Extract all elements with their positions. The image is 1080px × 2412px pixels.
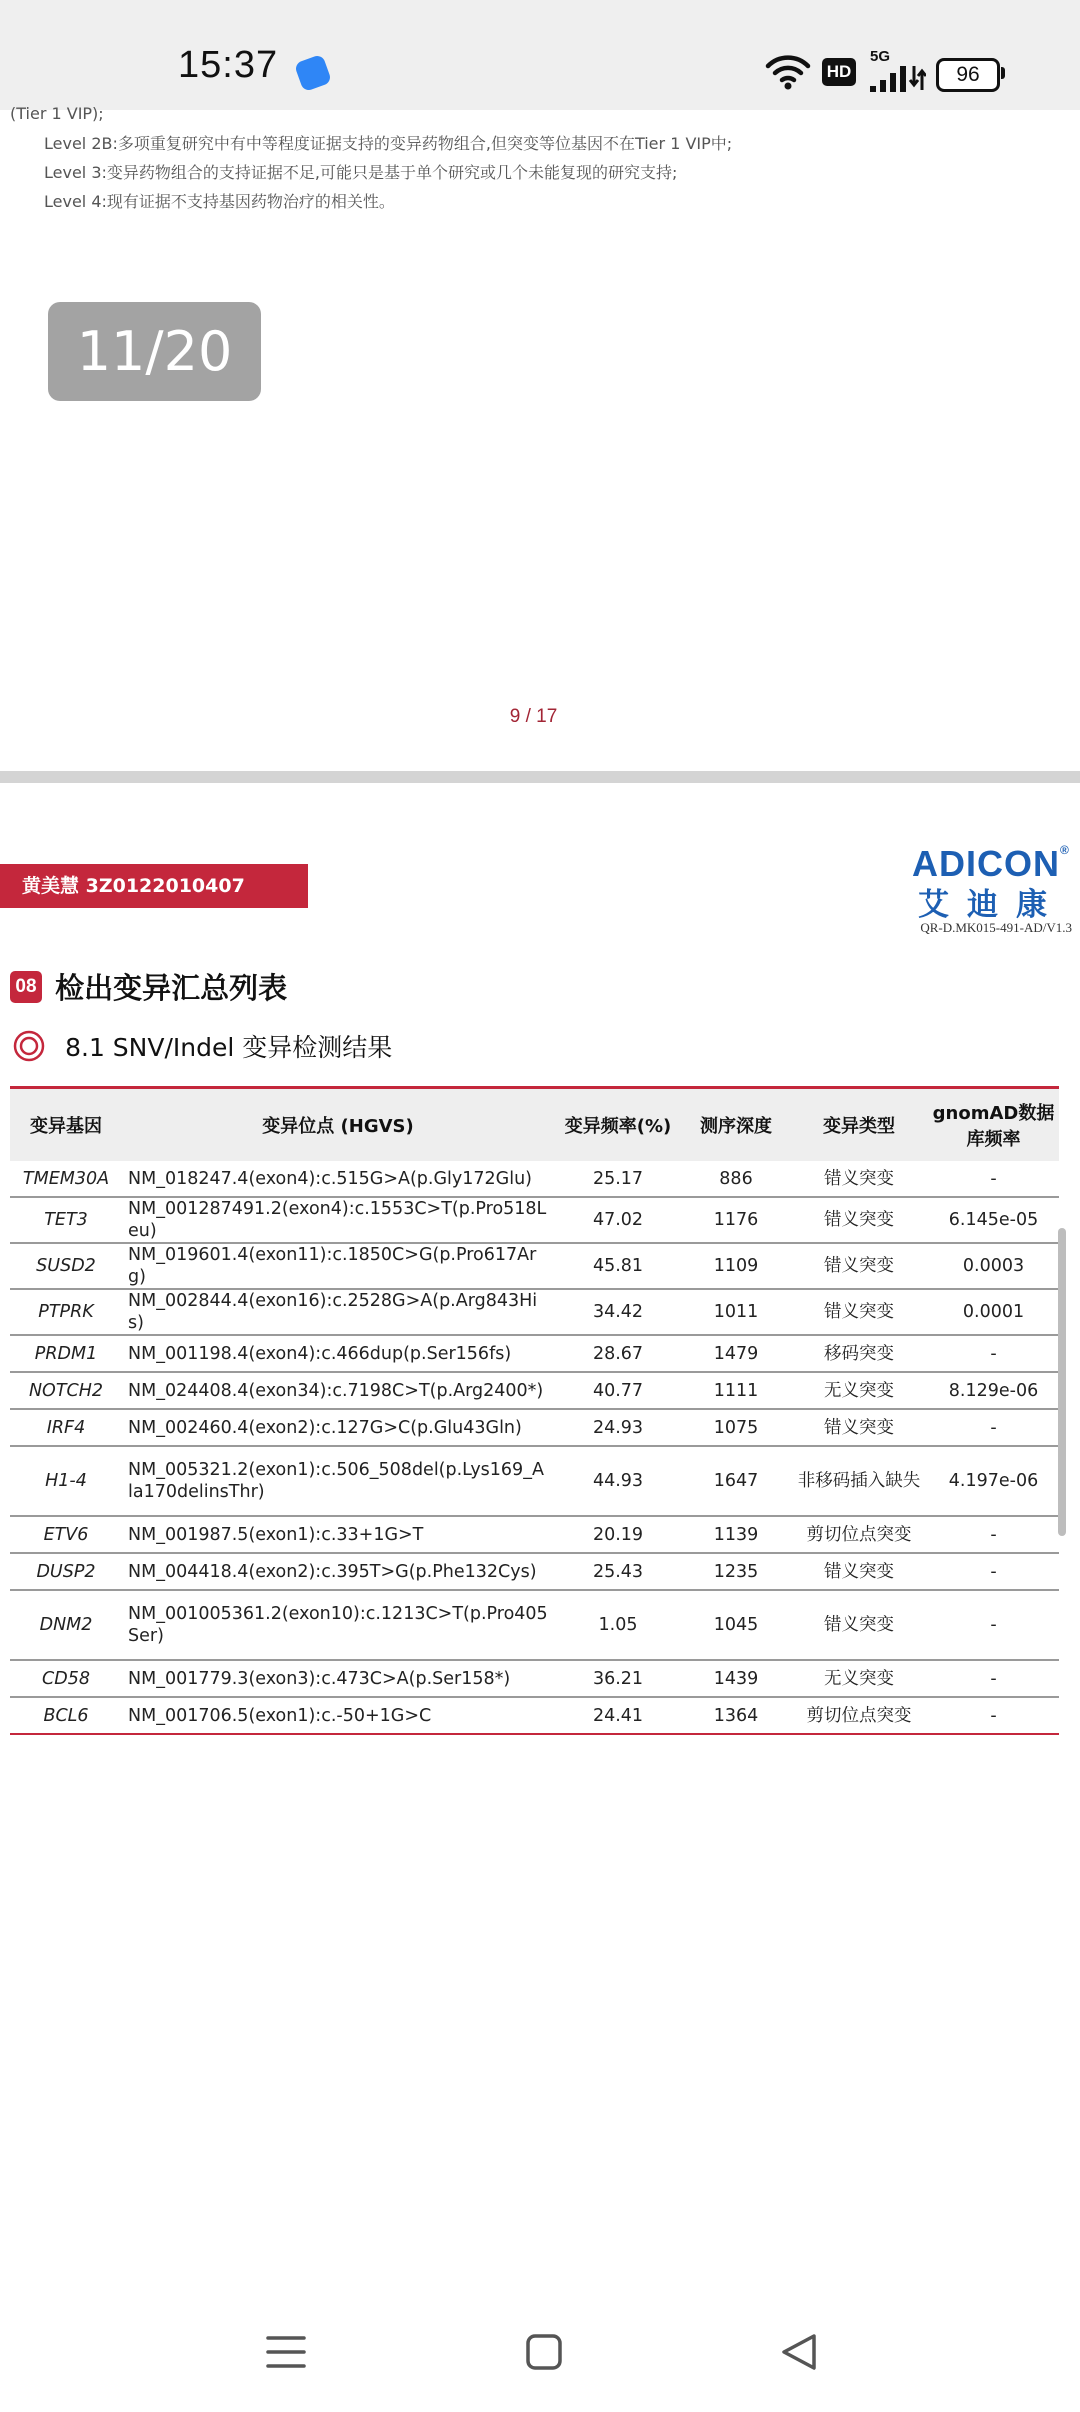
gnomad-cell: 0.0003 bbox=[928, 1243, 1059, 1289]
column-header: 变异类型 bbox=[790, 1088, 928, 1162]
gene-cell: TET3 bbox=[10, 1197, 122, 1243]
gene-cell: DNM2 bbox=[10, 1590, 122, 1660]
legend-line: (Tier 1 VIP); bbox=[10, 104, 104, 123]
depth-cell: 1111 bbox=[682, 1372, 790, 1409]
variant-type-cell: 错义突变 bbox=[790, 1197, 928, 1243]
gene-cell: SUSD2 bbox=[10, 1243, 122, 1289]
logo-text-en: ADICON® bbox=[912, 843, 1070, 884]
gnomad-cell: - bbox=[928, 1660, 1059, 1697]
hgvs-cell: NM_001287491.2(exon4):c.1553C>T(p.Pro518Leu) bbox=[122, 1197, 554, 1243]
column-header: 变异位点 (HGVS) bbox=[122, 1088, 554, 1162]
variant-type-cell: 无义突变 bbox=[790, 1372, 928, 1409]
document-code: QR-D.MK015-491-AD/V1.3 bbox=[920, 920, 1072, 935]
hgvs-cell: NM_001987.5(exon1):c.33+1G>T bbox=[122, 1516, 554, 1553]
depth-cell: 1139 bbox=[682, 1516, 790, 1553]
column-header: gnomAD数据库频率 bbox=[928, 1088, 1059, 1162]
gnomad-cell: 0.0001 bbox=[928, 1289, 1059, 1335]
gnomad-cell: 6.145e-05 bbox=[928, 1197, 1059, 1243]
subsection-title bbox=[12, 1028, 392, 1068]
table-row bbox=[10, 1161, 1059, 1197]
table-row bbox=[10, 1697, 1059, 1734]
hgvs-cell: NM_019601.4(exon11):c.1850C>G(p.Pro617Arg) bbox=[122, 1243, 554, 1289]
gnomad-cell: - bbox=[928, 1516, 1059, 1553]
frequency-cell: 36.21 bbox=[554, 1660, 682, 1697]
target-circle-icon bbox=[12, 1029, 46, 1063]
depth-cell: 1109 bbox=[682, 1243, 790, 1289]
hgvs-cell: NM_002844.4(exon16):c.2528G>A(p.Arg843His) bbox=[122, 1289, 554, 1335]
variant-type-cell: 无义突变 bbox=[790, 1660, 928, 1697]
frequency-cell: 34.42 bbox=[554, 1289, 682, 1335]
hgvs-cell: NM_001779.3(exon3):c.473C>A(p.Ser158*) bbox=[122, 1660, 554, 1697]
frequency-cell: 1.05 bbox=[554, 1590, 682, 1660]
frequency-cell: 25.17 bbox=[554, 1161, 682, 1197]
network-type-label: 5G bbox=[870, 48, 891, 65]
battery-icon: 96 bbox=[936, 58, 1000, 92]
gnomad-cell: - bbox=[990, 1705, 997, 1726]
table-header-row bbox=[10, 1088, 1059, 1162]
depth-cell: 1439 bbox=[682, 1660, 790, 1697]
variant-type-cell: 移码突变 bbox=[790, 1335, 928, 1372]
table-row bbox=[10, 1243, 1059, 1289]
gene-cell: PRDM1 bbox=[10, 1335, 122, 1372]
section-title-text: 检出变异汇总列表 bbox=[55, 971, 288, 1005]
variant-type-cell: 错义突变 bbox=[790, 1243, 928, 1289]
depth-cell: 1011 bbox=[682, 1289, 790, 1335]
variant-type-cell: 错义突变 bbox=[790, 1553, 928, 1590]
legend-line: Level 2B:多项重复研究中有中等程度证据支持的变异药物组合,但突变等位基因不在Tier 1 VIP中; bbox=[44, 134, 733, 153]
gnomad-cell: - bbox=[928, 1590, 1059, 1660]
signal-icon bbox=[870, 64, 926, 92]
depth-cell: 1075 bbox=[682, 1409, 790, 1446]
gene-cell: IRF4 bbox=[10, 1409, 122, 1446]
hgvs-cell: NM_004418.4(exon2):c.395T>G(p.Phe132Cys) bbox=[122, 1553, 554, 1590]
table-row bbox=[10, 1335, 1059, 1372]
logo-text-cn: 艾迪康 bbox=[918, 887, 1065, 923]
legend-line: Level 4:现有证据不支持基因药物治疗的相关性。 bbox=[44, 192, 395, 211]
variant-type-cell: 错义突变 bbox=[790, 1590, 928, 1660]
patient-banner: 黄美慧 3Z0122010407 bbox=[0, 864, 308, 908]
back-icon[interactable] bbox=[776, 2328, 824, 2376]
gene-cell: NOTCH2 bbox=[10, 1372, 122, 1409]
variant-type-cell: 错义突变 bbox=[790, 1161, 928, 1197]
depth-cell: 886 bbox=[682, 1161, 790, 1197]
hgvs-cell: NM_001706.5(exon1):c.-50+1G>C bbox=[128, 1705, 432, 1726]
status-time: 15:37 bbox=[178, 44, 279, 86]
gene-cell: ETV6 bbox=[10, 1516, 122, 1553]
gene-cell: TMEM30A bbox=[10, 1161, 122, 1197]
hgvs-cell: NM_002460.4(exon2):c.127G>C(p.Glu43Gln) bbox=[122, 1409, 554, 1446]
depth-cell: 1364 bbox=[713, 1705, 759, 1726]
frequency-cell: 40.77 bbox=[554, 1372, 682, 1409]
table-row bbox=[10, 1197, 1059, 1243]
frequency-cell: 24.93 bbox=[554, 1409, 682, 1446]
subsection-title-text: 8.1 SNV/Indel 变异检测结果 bbox=[65, 1033, 393, 1062]
table-row bbox=[10, 1446, 1059, 1516]
column-header: 变异频率(%) bbox=[554, 1088, 682, 1162]
section-number-badge: 08 bbox=[10, 971, 42, 1003]
variant-table bbox=[10, 1086, 1059, 1735]
table-row bbox=[10, 1590, 1059, 1660]
variant-type-cell: 错义突变 bbox=[790, 1409, 928, 1446]
menu-icon[interactable] bbox=[262, 2328, 310, 2376]
frequency-cell: 20.19 bbox=[554, 1516, 682, 1553]
hd-icon: HD bbox=[822, 58, 856, 86]
variant-type-cell: 剪切位点突变 bbox=[806, 1705, 912, 1726]
hgvs-cell: NM_005321.2(exon1):c.506_508del(p.Lys169_Ala170delinsThr) bbox=[122, 1446, 554, 1516]
frequency-cell: 24.41 bbox=[592, 1705, 644, 1726]
column-header: 变异基因 bbox=[10, 1088, 122, 1162]
hgvs-cell: NM_001005361.2(exon10):c.1213C>T(p.Pro405Ser) bbox=[122, 1590, 554, 1660]
frequency-cell: 44.93 bbox=[554, 1446, 682, 1516]
hgvs-cell: NM_018247.4(exon4):c.515G>A(p.Gly172Glu) bbox=[122, 1161, 554, 1197]
variant-type-cell: 错义突变 bbox=[790, 1289, 928, 1335]
table-row bbox=[10, 1660, 1059, 1697]
hgvs-cell: NM_024408.4(exon34):c.7198C>T(p.Arg2400*) bbox=[122, 1372, 554, 1409]
frequency-cell: 25.43 bbox=[554, 1553, 682, 1590]
depth-cell: 1235 bbox=[682, 1553, 790, 1590]
depth-cell: 1479 bbox=[682, 1335, 790, 1372]
section-title bbox=[10, 966, 287, 1006]
gnomad-cell: - bbox=[928, 1161, 1059, 1197]
legend-line: Level 3:变异药物组合的支持证据不足,可能只是基于单个研究或几个未能复现的研究支持; bbox=[44, 163, 678, 182]
company-logo bbox=[912, 843, 1072, 924]
app-icon bbox=[294, 54, 332, 92]
gene-cell: DUSP2 bbox=[10, 1553, 122, 1590]
scrollbar[interactable] bbox=[1058, 1228, 1066, 1536]
gnomad-cell: - bbox=[928, 1553, 1059, 1590]
gnomad-cell: - bbox=[928, 1335, 1059, 1372]
gene-cell: BCL6 bbox=[43, 1705, 89, 1726]
page-divider bbox=[0, 771, 1080, 783]
column-header: 测序深度 bbox=[682, 1088, 790, 1162]
home-icon[interactable] bbox=[520, 2328, 568, 2376]
wifi-icon bbox=[764, 52, 812, 90]
frequency-cell: 47.02 bbox=[554, 1197, 682, 1243]
depth-cell: 1045 bbox=[682, 1590, 790, 1660]
navigation-bar bbox=[0, 2300, 1080, 2412]
battery-tip bbox=[1001, 67, 1005, 79]
depth-cell: 1647 bbox=[682, 1446, 790, 1516]
gnomad-cell: 4.197e-06 bbox=[928, 1446, 1059, 1516]
table-row bbox=[10, 1409, 1059, 1446]
table-row bbox=[10, 1553, 1059, 1590]
page-number: 9 / 17 bbox=[509, 706, 558, 727]
gnomad-cell: 8.129e-06 bbox=[928, 1372, 1059, 1409]
hgvs-cell: NM_001198.4(exon4):c.466dup(p.Ser156fs) bbox=[122, 1335, 554, 1372]
gene-cell: H1-4 bbox=[10, 1446, 122, 1516]
frequency-cell: 28.67 bbox=[554, 1335, 682, 1372]
gene-cell: CD58 bbox=[10, 1660, 122, 1697]
gnomad-cell: - bbox=[928, 1409, 1059, 1446]
variant-type-cell: 非移码插入缺失 bbox=[790, 1446, 928, 1516]
variant-type-cell: 剪切位点突变 bbox=[790, 1516, 928, 1553]
page-indicator: 11/20 bbox=[48, 302, 261, 401]
table-row bbox=[10, 1289, 1059, 1335]
table-row bbox=[10, 1516, 1059, 1553]
status-bar bbox=[0, 0, 1080, 110]
table-row bbox=[10, 1372, 1059, 1409]
gene-cell: PTPRK bbox=[10, 1289, 122, 1335]
frequency-cell: 45.81 bbox=[554, 1243, 682, 1289]
depth-cell: 1176 bbox=[682, 1197, 790, 1243]
